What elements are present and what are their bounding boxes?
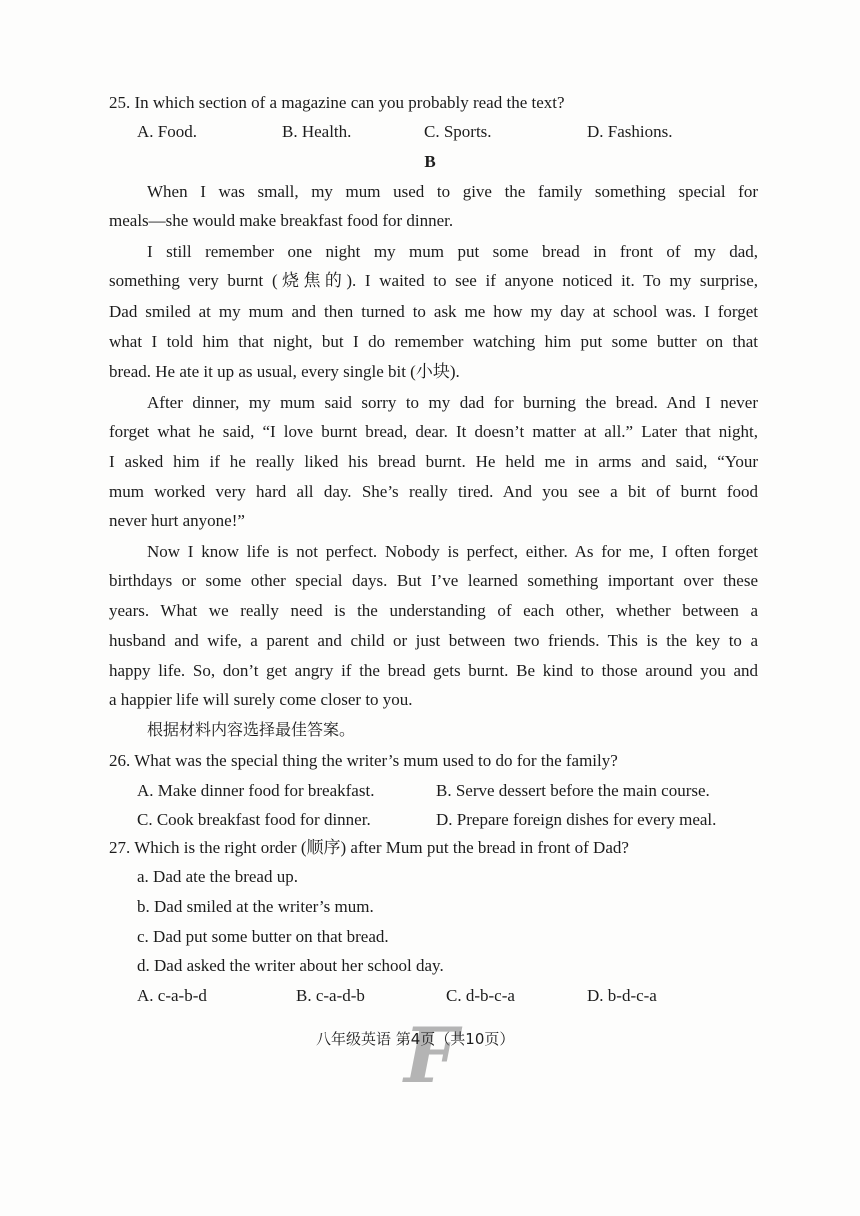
- passage-line: When I was small, my mum used to give the family something special for: [147, 182, 758, 201]
- q27-event-a: a. Dad ate the bread up.: [137, 867, 298, 886]
- passage-line: I asked him if he really liked his bread burnt. He held me in arms and said, “Your: [109, 452, 758, 471]
- watermark-letter: F: [404, 1011, 458, 1100]
- passage-line: never hurt anyone!”: [109, 511, 245, 530]
- q27-option-b: B. c-a-d-b: [296, 986, 365, 1005]
- q25-question: 25. In which section of a magazine can you probably read the text?: [109, 93, 565, 112]
- passage-line: Dad smiled at my mum and then turned to ask me how my day at school was. I forget: [109, 302, 758, 321]
- section-b-heading: B: [424, 152, 436, 171]
- page-footer: 八年级英语 第4页（共10页）: [316, 1030, 515, 1048]
- passage-line: husband and wife, a parent and child or just between two friends. This is the key to a: [109, 631, 758, 650]
- q27-option-c: C. d-b-c-a: [446, 986, 515, 1005]
- passage-line: Now I know life is not perfect. Nobody is perfect, either. As for me, I often forget: [147, 542, 758, 561]
- q27-option-a: A. c-a-b-d: [137, 986, 207, 1005]
- passage-line: something very burnt (烧焦的). I waited to see if anyone noticed it. To my surprise,: [109, 271, 758, 290]
- q26-option-c: C. Cook breakfast food for dinner.: [137, 810, 371, 829]
- passage-line: happy life. So, don’t get angry if the bread gets burnt. Be kind to those around you and: [109, 661, 758, 680]
- instruction-text: 根据材料内容选择最佳答案。: [147, 720, 356, 739]
- q25-option-a: A. Food.: [137, 122, 197, 141]
- q26-option-b: B. Serve dessert before the main course.: [436, 781, 710, 800]
- passage-line: birthdays or some other special days. But I’ve learned something important over these: [109, 571, 758, 590]
- passage-line: years. What we really need is the understanding of each other, whether between a: [109, 601, 758, 620]
- q27-event-c: c. Dad put some butter on that bread.: [137, 927, 389, 946]
- q25-option-c: C. Sports.: [424, 122, 492, 141]
- q26-option-d: D. Prepare foreign dishes for every meal.: [436, 810, 717, 829]
- q26-question: 26. What was the special thing the writer’s mum used to do for the family?: [109, 751, 618, 770]
- passage-line: a happier life will surely come closer to you.: [109, 690, 413, 709]
- q26-option-a: A. Make dinner food for breakfast.: [137, 781, 375, 800]
- passage-line: what I told him that night, but I do remember watching him put some butter on that: [109, 332, 758, 351]
- passage-line: forget what he said, “I love burnt bread, dear. It doesn’t matter at all.” Later that night,: [109, 422, 758, 441]
- passage-line: mum worked very hard all day. She’s really tired. And you see a bit of burnt food: [109, 482, 758, 501]
- q27-event-d: d. Dad asked the writer about her school day.: [137, 956, 444, 975]
- passage-line: meals—she would make breakfast food for dinner.: [109, 211, 454, 230]
- passage-line: bread. He ate it up as usual, every single bit (小块).: [109, 362, 460, 381]
- q27-question: 27. Which is the right order (顺序) after Mum put the bread in front of Dad?: [109, 838, 629, 857]
- passage-line: After dinner, my mum said sorry to my dad for burning the bread. And I never: [147, 393, 758, 412]
- q25-option-d: D. Fashions.: [587, 122, 673, 141]
- passage-line: I still remember one night my mum put some bread in front of my dad,: [147, 242, 758, 261]
- q27-event-b: b. Dad smiled at the writer’s mum.: [137, 897, 374, 916]
- q25-option-b: B. Health.: [282, 122, 352, 141]
- q27-option-d: D. b-d-c-a: [587, 986, 657, 1005]
